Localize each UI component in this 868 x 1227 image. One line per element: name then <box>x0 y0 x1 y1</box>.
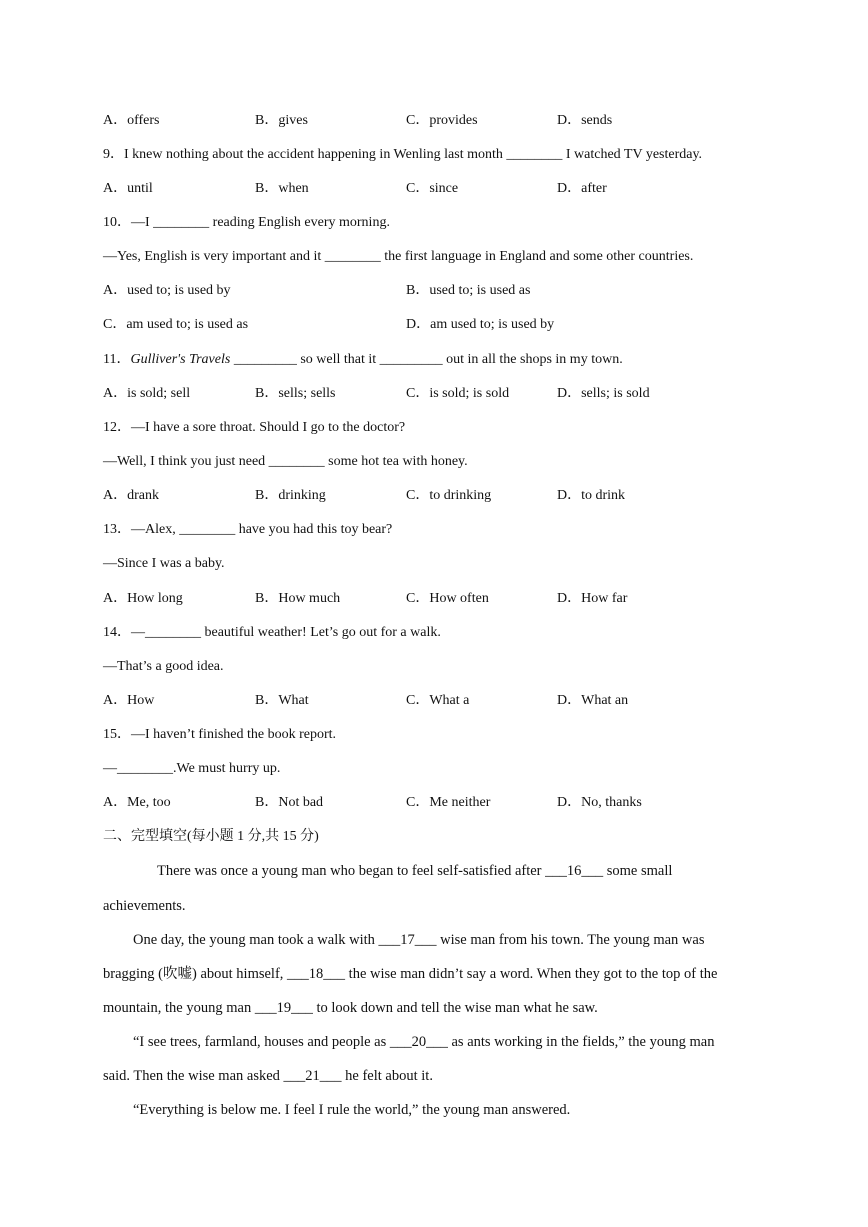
q12-option-b[interactable]: B．drinking <box>255 488 326 503</box>
passage-line-7 <box>103 1066 433 1086</box>
q11-option-c[interactable]: C．is sold; is sold <box>406 386 510 401</box>
q11-book-title: Gulliver's Travels <box>130 352 231 367</box>
passage-text: There was once a young man who began to feel self-satisfied after <box>157 863 546 879</box>
passage-line-1 <box>157 861 672 881</box>
q10-stem: 10．—I ________ reading English every morning. <box>103 215 390 230</box>
passage-line-4 <box>103 964 717 984</box>
passage-text: the wise man didn’t say a word. When they got to the top of the <box>345 966 718 982</box>
q10-reply: —Yes, English is very important and it ________ the first language in England and some other countries. <box>103 249 694 264</box>
q14-reply: —That’s a good idea. <box>103 659 224 674</box>
passage-text: wise man from his town. The young man was <box>436 932 705 948</box>
q9-option-b[interactable]: B．when <box>255 181 309 196</box>
q10-option-c[interactable]: C．am used to; is used as <box>103 317 249 332</box>
q11-rest: _________ so well that it _________ out in all the shops in my town. <box>230 352 623 367</box>
q12-option-c[interactable]: C．to drinking <box>406 488 492 503</box>
q13-stem: 13．—Alex, ________ have you had this toy bear? <box>103 522 393 537</box>
blank-19: ___19___ <box>254 1000 313 1016</box>
passage-text: as ants working in the fields,” the young man <box>447 1034 715 1050</box>
blank-21: ___21___ <box>283 1068 342 1084</box>
passage-text: One day, the young man took a walk with <box>133 932 379 948</box>
q15-stem: 15．—I haven’t finished the book report. <box>103 727 337 742</box>
passage-text: said. Then the wise man asked <box>103 1068 284 1084</box>
blank-20: ___20___ <box>389 1034 448 1050</box>
q13-reply: —Since I was a baby. <box>103 556 225 571</box>
q15-option-c[interactable]: C．Me neither <box>406 795 491 810</box>
q10-option-b[interactable]: B．used to; is used as <box>406 283 531 298</box>
blank-18: ___18___ <box>287 966 346 982</box>
q8-option-c[interactable]: C．provides <box>406 113 478 128</box>
passage-line-3 <box>133 930 704 950</box>
passage-text: to look down and tell the wise man what he saw. <box>312 1000 598 1016</box>
q13-option-b[interactable]: B．How much <box>255 591 341 606</box>
q10-option-d[interactable]: D．am used to; is used by <box>406 317 555 332</box>
q8-option-b[interactable]: B．gives <box>255 113 308 128</box>
q13-option-a[interactable]: A．How long <box>103 591 183 606</box>
q15-option-a[interactable]: A．Me, too <box>103 795 171 810</box>
q14-option-d[interactable]: D．What an <box>557 693 629 708</box>
q13-option-c[interactable]: C．How often <box>406 591 489 606</box>
q13-option-d[interactable]: D．How far <box>557 591 628 606</box>
q11-stem <box>103 350 623 370</box>
q14-option-b[interactable]: B．What <box>255 693 309 708</box>
passage-text: he felt about it. <box>341 1068 433 1084</box>
q9-option-a[interactable]: A．until <box>103 181 153 196</box>
passage-text: “I see trees, farmland, houses and people as <box>133 1034 390 1050</box>
q11-number: 11． <box>103 352 131 367</box>
passage-text: mountain, the young man <box>103 1000 255 1016</box>
passage-line-6 <box>133 1032 714 1052</box>
q9-option-d[interactable]: D．after <box>557 181 607 196</box>
q12-option-d[interactable]: D．to drink <box>557 488 626 503</box>
q12-stem: 12．—I have a sore throat. Should I go to the doctor? <box>103 420 406 435</box>
q11-option-b[interactable]: B．sells; sells <box>255 386 336 401</box>
q12-option-a[interactable]: A．drank <box>103 488 159 503</box>
q9-option-c[interactable]: C．since <box>406 181 459 196</box>
passage-line-2: achievements. <box>103 898 186 914</box>
q15-reply: —________.We must hurry up. <box>103 761 281 776</box>
q11-option-a[interactable]: A．is sold; sell <box>103 386 191 401</box>
q10-option-a[interactable]: A．used to; is used by <box>103 283 231 298</box>
section-heading: 二、完型填空(每小题 1 分,共 15 分) <box>103 829 319 844</box>
passage-text: bragging (吹嘘) about himself, <box>103 966 288 982</box>
q14-option-a[interactable]: A．How <box>103 693 155 708</box>
q12-reply: —Well, I think you just need ________ some hot tea with honey. <box>103 454 468 469</box>
q11-option-d[interactable]: D．sells; is sold <box>557 386 650 401</box>
q8-option-d[interactable]: D．sends <box>557 113 613 128</box>
q8-option-a[interactable]: A．offers <box>103 113 160 128</box>
blank-17: ___17___ <box>378 932 437 948</box>
passage-line-8: “Everything is below me. I feel I rule the world,” the young man answered. <box>133 1102 571 1118</box>
q14-option-c[interactable]: C．What a <box>406 693 470 708</box>
q14-stem: 14．—________ beautiful weather! Let’s go out for a walk. <box>103 625 441 640</box>
q15-option-d[interactable]: D．No, thanks <box>557 795 642 810</box>
blank-16: ___16___ <box>545 863 604 879</box>
passage-line-5 <box>103 998 598 1018</box>
passage-text: some small <box>603 863 673 879</box>
q15-option-b[interactable]: B．Not bad <box>255 795 324 810</box>
q9-stem: 9．I knew nothing about the accident happening in Wenling last month ________ I watched TV yesterday. <box>103 147 703 162</box>
